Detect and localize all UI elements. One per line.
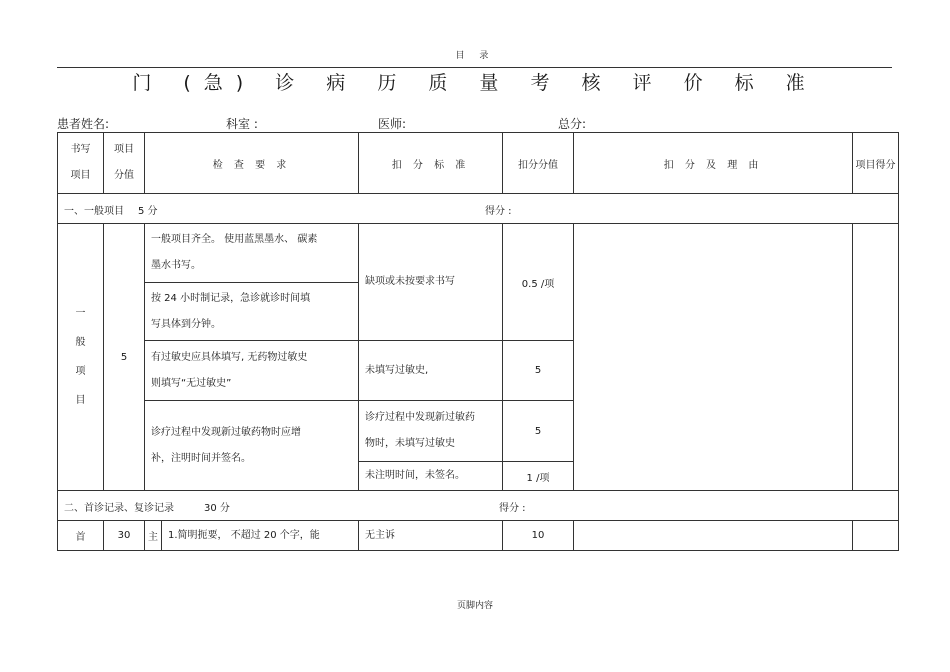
requirement-cell <box>145 401 359 491</box>
vertical-char: 目 <box>75 395 86 406</box>
result-cell <box>853 224 899 491</box>
section2-score-label: 得分 : <box>499 503 526 514</box>
requirement-cell <box>145 283 359 341</box>
page-footer: 页脚内容 <box>456 601 493 611</box>
requirement-cell <box>145 224 359 283</box>
header-check-requirements: 检 查 要 求 <box>145 133 359 194</box>
requirement-line: 按 24 小时制记录，急诊就诊时间填 <box>151 292 311 304</box>
header-item-score-line2: 分值 <box>114 170 134 181</box>
requirement-line: 有过敏史应具体填写, 无药物过敏史 <box>151 351 308 363</box>
header-item-score-line1: 项目 <box>114 144 134 155</box>
points-cell: 5 <box>503 341 574 401</box>
standard-cell: 缺项或未按要求书写 <box>359 224 503 341</box>
section2-row-label: 首 <box>58 521 104 551</box>
header-row <box>58 133 899 194</box>
patient-name-label: 患者姓名: <box>57 117 110 131</box>
doctor-label: 医师: <box>378 117 407 131</box>
section1-label: 一、一般项目 <box>64 206 124 217</box>
section1-score-label: 得分 : <box>485 206 512 217</box>
section2-row <box>58 491 899 521</box>
standard-cell <box>359 401 503 462</box>
header-deduction-reason: 扣 分 及 理 由 <box>574 133 853 194</box>
header-deduction-standard: 扣 分 标 准 <box>359 133 503 194</box>
section2-heading <box>58 491 899 521</box>
vertical-char: 项 <box>75 366 86 377</box>
section1-heading <box>58 194 899 224</box>
header-writing-item-line1: 书写 <box>70 144 91 155</box>
standard-line: 诊疗过程中发现新过敏药 <box>365 412 476 423</box>
section1-row <box>58 194 899 224</box>
standard-cell: 未注明时间，未签名。 <box>359 462 503 491</box>
points-cell: 0.5 /项 <box>503 224 574 341</box>
requirement-line: 诊疗过程中发现新过敏药物时应增 <box>151 426 301 438</box>
section2-item-score: 30 <box>104 521 145 551</box>
evaluation-table <box>57 132 899 551</box>
requirement-line: 则填写“无过敏史” <box>151 377 232 389</box>
vertical-char: 一 <box>75 308 86 319</box>
section2-label: 二、首诊记录、复诊记录 <box>64 503 174 514</box>
table-row <box>58 224 899 283</box>
requirement-cell <box>145 341 359 401</box>
header-item-result: 项目得分 <box>853 133 899 194</box>
requirement-cell: 1.简明扼要， 不超过 20 个字，能 <box>162 521 359 551</box>
result-cell <box>853 521 899 551</box>
reason-cell <box>574 521 853 551</box>
requirement-line: 墨水书写。 <box>151 260 201 271</box>
table-row <box>58 521 899 551</box>
section1-item-score: 5 <box>104 224 145 491</box>
header-writing-item-line2: 项目 <box>70 170 91 181</box>
section2-points: 30 分 <box>204 503 230 514</box>
points-cell: 5 <box>503 401 574 462</box>
section1-vertical-label <box>58 224 104 491</box>
vertical-char: 般 <box>75 337 86 348</box>
department-label: 科室 : <box>226 117 258 131</box>
header-writing-item <box>58 133 104 194</box>
standard-line: 物时，未填写过敏史 <box>365 438 456 449</box>
section1-points: 5 分 <box>138 206 158 217</box>
standard-cell: 无主诉 <box>359 521 503 551</box>
requirement-line: 补，注明时间并签名。 <box>151 452 251 464</box>
requirement-line: 一般项目齐全。 使用蓝黑墨水、 碳素 <box>151 234 318 245</box>
header-item-score <box>104 133 145 194</box>
section2-sub-label: 主 <box>145 521 162 551</box>
header-deduction-points: 扣分分值 <box>503 133 574 194</box>
points-cell: 1 /项 <box>503 462 574 491</box>
standard-cell: 未填写过敏史, <box>359 341 503 401</box>
requirement-line: 写具体到分钟。 <box>151 318 221 330</box>
page-header: 目 录 <box>455 51 495 61</box>
total-score-label: 总分: <box>558 117 587 131</box>
reason-cell <box>574 224 853 491</box>
document-title: 门 (急) 诊 病 历 质 量 考 核 评 价 标 准 <box>132 72 818 94</box>
points-cell: 10 <box>503 521 574 551</box>
